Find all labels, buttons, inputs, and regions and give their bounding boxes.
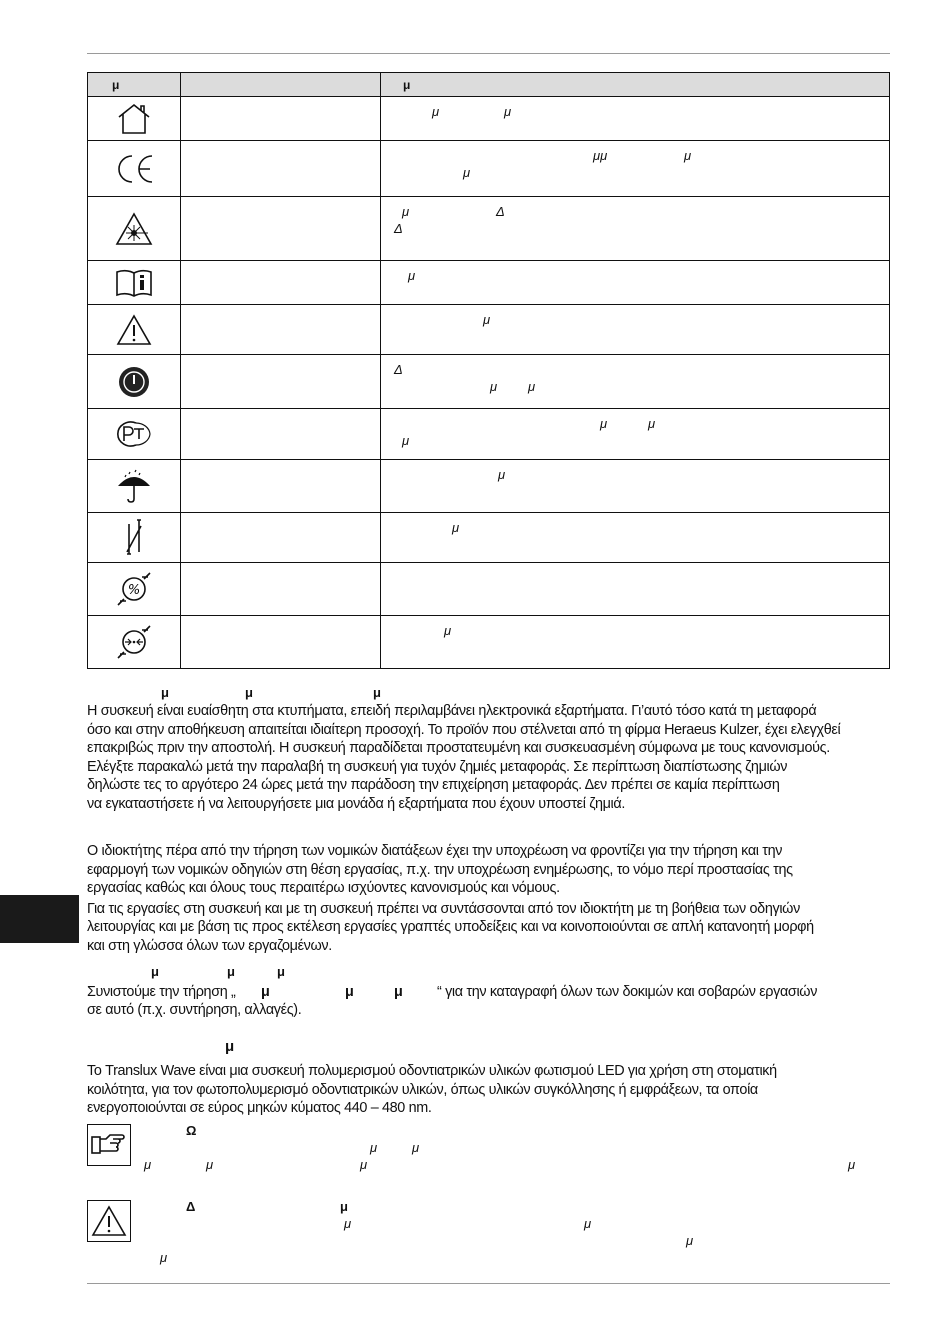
greek-mark: μ: [584, 1216, 592, 1231]
text-line: όσο και στην αποθήκευση απαιτείται ιδιαίτερη προσοχή. Το προϊόν που στέλνεται από τη φίρμα Heraeus Kulzer, έχει ελεγχθεί: [87, 721, 841, 738]
bottom-rule: [87, 1283, 890, 1284]
logbook-line-2: σε αυτό (π.χ. συντήρηση, αλλαγές).: [87, 1002, 302, 1018]
greek-mark: μ: [528, 379, 536, 394]
greek-mark: μ: [444, 623, 452, 638]
laser-warning-icon: [88, 197, 181, 261]
top-rule: [87, 53, 890, 54]
symbol-description-cell: [381, 460, 890, 513]
intended-use-section: [87, 1038, 897, 1118]
greek-mark: μ: [227, 964, 235, 979]
note-1-text: Ω μ μ μ μ μ μ: [144, 1123, 856, 1172]
table-row: [88, 355, 890, 409]
header-description: μ: [381, 73, 890, 97]
transport-heading: [87, 684, 897, 702]
symbol-description-cell: [381, 563, 890, 616]
house-icon: [88, 97, 181, 141]
symbol-description-cell: [381, 409, 890, 460]
symbol-description-cell: [381, 97, 890, 141]
logbook-section: [87, 963, 897, 1020]
humidity-limit-icon: [88, 563, 181, 616]
text-line: Ο ιδιοκτήτης πέρα από την τήρηση των νομικών διατάξεων έχει την υποχρέωση να φροντίζει για την τήρηση και την: [87, 843, 783, 859]
greek-mark: μ: [483, 312, 491, 327]
symbol-description-cell: [381, 197, 890, 261]
symbol-name-cell: [181, 197, 381, 261]
symbol-name-cell: [181, 261, 381, 305]
symbol-name-cell: [181, 409, 381, 460]
text-line: επακριβώς πριν την αποστολή. Η συσκευή παραδίδεται προστατευμένη και συσκευασμένη σύμφωνα με τους κανονισμούς.: [87, 740, 830, 756]
greek-mark: μ: [394, 984, 403, 1000]
table-row: [88, 616, 890, 669]
keep-dry-umbrella-icon: [88, 460, 181, 513]
greek-mark: μ: [340, 1199, 348, 1214]
greek-mark: μ: [848, 1157, 856, 1172]
symbol-name-cell: [181, 355, 381, 409]
greek-mark: μμ: [593, 148, 608, 163]
greek-mark: μ: [408, 268, 416, 283]
greek-mark: Δ: [186, 1199, 196, 1214]
greek-mark: μ: [360, 1157, 368, 1172]
greek-mark: μ: [144, 1157, 152, 1172]
transport-text: [87, 702, 897, 813]
greek-mark: μ: [504, 104, 512, 119]
symbol-name-cell: [181, 97, 381, 141]
greek-mark: Δ: [496, 204, 505, 219]
intended-use-heading: μ: [225, 1038, 234, 1055]
logbook-heading: [87, 963, 897, 983]
greek-mark: μ: [498, 467, 506, 482]
text-line: δηλώστε τες το αργότερο 24 ώρες μετά την παράδοση την επιχείρηση μεταφοράς. Δεν πρέπει σε καμία περίπτωση: [87, 777, 780, 793]
logbook-line-1: [87, 983, 897, 1001]
text-line: κοιλότητα, για τον φωτοπολυμερισμό οδοντιατρικών υλικών, όπως υλικών συγκόλλησης ή εμφράξεων, τα οποία: [87, 1081, 758, 1098]
symbol-description-cell: [381, 141, 890, 197]
owner-section: [87, 842, 897, 955]
table-row: [88, 513, 890, 563]
symbol-description-cell: [381, 305, 890, 355]
transport-section: [87, 684, 897, 813]
symbol-description-cell: [381, 355, 890, 409]
greek-mark: μ: [648, 416, 656, 431]
table-row: [88, 563, 890, 616]
greek-mark: μ: [151, 964, 159, 979]
greek-mark: μ: [344, 1216, 352, 1231]
language-side-tab: [0, 895, 79, 943]
table-row: [88, 141, 890, 197]
greek-mark: μ: [206, 1157, 214, 1172]
table-row: [88, 460, 890, 513]
table-row: [88, 197, 890, 261]
greek-mark: μ: [402, 433, 410, 448]
symbol-description-cell: [381, 261, 890, 305]
symbol-name-cell: [181, 305, 381, 355]
warning-triangle-icon: [88, 305, 181, 355]
greek-mark: μ: [463, 165, 471, 180]
greek-mark: μ: [245, 685, 253, 700]
owner-text-b: [87, 900, 897, 956]
symbol-name-cell: [181, 141, 381, 197]
symbol-name-cell: [181, 513, 381, 563]
text-line: εργασίας καθώς και όλους τους περαιτέρω ισχύοντες κανονισμούς και νόμους.: [87, 880, 560, 896]
text-line: εφαρμογή των νομικών οδηγιών στη θέση εργασίας, π.χ. την υποχρέωση ενημέρωσης, το νόμο περί προστασίας της: [87, 861, 793, 878]
greek-mark: μ: [600, 416, 608, 431]
power-button-icon: [88, 355, 181, 409]
greek-mark: μ: [160, 1250, 168, 1265]
greek-mark: μ: [161, 685, 169, 700]
note-2-text: [138, 1198, 898, 1266]
greek-mark: μ: [373, 685, 381, 700]
svg-text:%: %: [127, 583, 141, 598]
table-row: [88, 305, 890, 355]
instructions-info-icon: [88, 261, 181, 305]
text-line: ενεργοποιούνται σε εύρος μηκών κύματος 440 – 480 nm.: [87, 1100, 432, 1116]
table-header-row: [88, 73, 890, 97]
text-line: Για τις εργασίες στη συσκευή και με τη συσκευή πρέπει να συντάσσονται από τον ιδιοκτήτη με τη βοήθεια των οδηγιών: [87, 900, 800, 917]
text-line: Η συσκευή είναι ευαίσθητη στα κτυπήματα, επειδή περιλαμβάνει ηλεκτρονικά εξαρτήματα. Γι’αυτό τόσο κατά τη μεταφορά: [87, 703, 817, 719]
text-line: λειτουργίας και με βάση τις προς εκτέλεση εργασίες γραπτές υποδείξεις και να κοινοποιούνται σε απλή κατανοητή μορφή: [87, 919, 814, 935]
logbook-prefix: Συνιστούμε την τήρηση „: [87, 984, 236, 1000]
pointing-hand-icon: [87, 1124, 131, 1166]
greek-mark: μ: [345, 984, 354, 1000]
greek-mark: μ: [402, 204, 410, 219]
text-line: να εγκαταστήσετε ή να λειτουργήσετε μια μονάδα ή εξαρτήματα που έχουν υποστεί ζημιά.: [87, 795, 626, 812]
greek-mark: μ: [684, 148, 692, 163]
text-line: Το Translux Wave είναι μια συσκευή πολυμερισμού οδοντιατρικών υλικών φωτισμού LED για χρήση στη στοματική: [87, 1063, 777, 1079]
warning-triangle-icon: [87, 1200, 131, 1242]
symbol-name-cell: [181, 616, 381, 669]
greek-mark: μ: [432, 104, 440, 119]
greek-mark: μ: [686, 1233, 694, 1248]
pressure-limit-icon: [88, 616, 181, 669]
table-row: [88, 261, 890, 305]
intended-use-text: [87, 1062, 897, 1118]
table-row: [88, 409, 890, 460]
symbol-description-cell: [381, 616, 890, 669]
symbols-table: [87, 72, 890, 669]
greek-mark: μ: [412, 1140, 420, 1155]
symbol-name-cell: [181, 460, 381, 513]
greek-mark: Δ: [394, 221, 403, 236]
ce-mark-icon: [88, 141, 181, 197]
greek-mark: μ: [370, 1140, 378, 1155]
symbol-description-cell: [381, 513, 890, 563]
logbook-suffix: “ για την καταγραφή όλων των δοκιμών και σοβαρών εργασιών: [437, 984, 818, 1000]
gost-r-certification-icon: [88, 409, 181, 460]
symbol-name-cell: [181, 563, 381, 616]
header-symbol: μ: [88, 73, 181, 97]
text-line: και στη γλώσσα όλων των εργαζομένων.: [87, 937, 332, 954]
temperature-limit-icon: [88, 513, 181, 563]
greek-mark: μ: [452, 520, 460, 535]
text-line: Ελέγξτε παρακαλώ μετά την παραλαβή τη συσκευή για τυχόν ζημιές μεταφοράς. Σε περίπτωση διαπίστωσης ζημιών: [87, 758, 788, 775]
table-row: [88, 97, 890, 141]
greek-mark: μ: [277, 964, 285, 979]
greek-mark: Δ: [394, 362, 403, 377]
greek-mark: μ: [261, 984, 270, 1000]
owner-text-a: [87, 842, 897, 898]
header-name: [181, 73, 381, 97]
greek-mark: μ: [490, 379, 498, 394]
